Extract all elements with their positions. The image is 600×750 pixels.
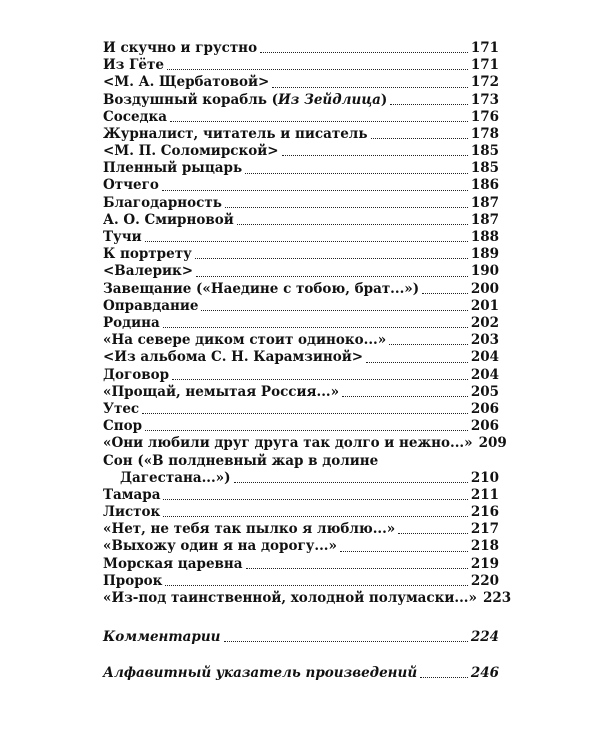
entry-title: Спор [103, 418, 143, 435]
dot-leader [162, 189, 468, 191]
toc-entry[interactable] [103, 573, 499, 590]
toc-entry[interactable] [103, 384, 499, 401]
index-section [103, 664, 499, 682]
entry-page: 185 [470, 143, 499, 160]
entry-title: «На севере диком стоит одиноко...» [103, 332, 387, 349]
entry-title: Оправдание [103, 297, 199, 314]
toc-entry[interactable] [103, 229, 499, 246]
dot-leader [145, 429, 468, 431]
entry-page: 204 [470, 366, 499, 383]
toc-entry[interactable] [103, 556, 499, 573]
entry-title: Отчего [103, 177, 159, 194]
toc-entry[interactable] [103, 487, 499, 504]
entry-page: 203 [470, 332, 499, 349]
entry-page: 202 [470, 314, 499, 331]
entry-page: 185 [470, 160, 499, 177]
dot-leader [163, 326, 468, 328]
entry-title: «Нет, не тебя так пылко я люблю...» [103, 521, 396, 538]
dot-leader [195, 257, 468, 259]
entry-page: 200 [470, 280, 499, 297]
entry-title: «Они любили друг друга так долго и нежно...» [103, 435, 473, 452]
entry-page: 204 [470, 349, 499, 366]
toc-entry[interactable] [103, 212, 499, 229]
dot-leader [390, 103, 468, 105]
dot-leader [245, 172, 468, 174]
dot-leader [167, 68, 468, 70]
toc-entry[interactable] [103, 263, 499, 280]
entry-title [103, 92, 387, 109]
entry-title: «Выхожу один я на дорогу...» [103, 538, 337, 555]
dot-leader [422, 292, 468, 294]
commentary-section [103, 628, 499, 646]
dot-leader [237, 223, 468, 225]
entry-title: Журналист, читатель и писатель [103, 125, 368, 142]
toc-entry[interactable] [103, 332, 499, 349]
entry-page: 219 [470, 555, 499, 572]
toc-entry[interactable] [103, 315, 499, 332]
entry-title: А. О. Смирновой [103, 211, 234, 228]
entry-title-line2: Дагестана...») [120, 469, 231, 486]
toc-entry[interactable] [103, 160, 499, 177]
entry-page: 172 [470, 74, 499, 91]
entry-page: 216 [470, 504, 499, 521]
entry-page: 206 [470, 418, 499, 435]
entry-title: Завещание («Наедине с тобою, брат...») [103, 280, 420, 297]
entry-title-part: Воздушный корабль ( [103, 91, 279, 108]
toc-entry[interactable] [103, 143, 499, 160]
dot-leader [234, 481, 468, 483]
commentary-title: Комментарии [103, 629, 221, 645]
dot-leader [142, 412, 468, 414]
entry-page: 206 [470, 400, 499, 417]
toc-entry[interactable] [103, 453, 499, 487]
entry-page: 217 [470, 521, 499, 538]
entry-title: Соседка [103, 108, 168, 125]
dot-leader [398, 532, 468, 534]
entry-title-line1: Сон («В полдневный жар в долине [103, 452, 379, 469]
entry-title: Морская царевна [103, 555, 243, 572]
entry-title: <Из альбома С. Н. Карамзиной> [103, 349, 364, 366]
entry-page: 176 [470, 108, 499, 125]
entry-title: «Прощай, немытая Россия...» [103, 383, 340, 400]
entry-page: 209 [478, 435, 507, 452]
toc-entry[interactable] [103, 401, 499, 418]
toc-entry[interactable] [103, 57, 499, 74]
dot-leader [163, 515, 468, 517]
entry-title: «Из-под таинственной, холодной полумаски...» [103, 589, 477, 606]
dot-leader [172, 378, 468, 380]
entry-title-line2-row [103, 470, 499, 487]
entry-page: 220 [470, 572, 499, 589]
toc-entry[interactable] [103, 281, 499, 298]
entry-title: К портрету [103, 246, 192, 263]
dot-leader [340, 550, 468, 552]
entry-page: 188 [470, 229, 499, 246]
toc-entry[interactable] [103, 367, 499, 384]
entry-page: 210 [470, 469, 499, 486]
entry-page: 171 [470, 39, 499, 56]
entry-title: И скучно и грустно [103, 39, 258, 56]
entry-page: 211 [470, 486, 499, 503]
entry-title: Пленный рыцарь [103, 160, 243, 177]
toc-entry[interactable] [103, 504, 499, 521]
index-page: 246 [470, 665, 499, 681]
dot-leader [246, 567, 468, 569]
toc-entry[interactable] [103, 74, 499, 91]
table-of-contents [103, 39, 512, 607]
entry-page: 218 [470, 538, 499, 555]
dot-leader [224, 640, 468, 642]
entry-page: 201 [470, 297, 499, 314]
entry-title: Благодарность [103, 194, 222, 211]
dot-leader [163, 498, 467, 500]
toc-entry[interactable] [103, 40, 499, 57]
dot-leader [201, 309, 467, 311]
index-entry[interactable] [103, 664, 499, 682]
entry-page: 173 [470, 91, 499, 108]
dot-leader [366, 361, 468, 363]
toc-entry[interactable] [103, 435, 507, 452]
dot-leader [371, 137, 468, 139]
entry-title: Тамара [103, 486, 161, 503]
entry-page: 205 [470, 383, 499, 400]
dot-leader [342, 395, 468, 397]
entry-title: <М. А. Щербатовой> [103, 74, 270, 91]
entry-title: Тучи [103, 229, 142, 246]
toc-entry[interactable] [103, 298, 499, 315]
entry-page: 186 [470, 177, 499, 194]
entry-title: Из Гёте [103, 57, 164, 74]
toc-entry[interactable] [103, 126, 499, 143]
dot-leader [170, 120, 468, 122]
dot-leader [196, 275, 468, 277]
toc-entry[interactable] [103, 521, 499, 538]
toc-entry[interactable] [103, 109, 499, 126]
toc-entry[interactable] [103, 418, 499, 435]
dot-leader [420, 676, 468, 678]
entry-title: Пророк [103, 572, 163, 589]
dot-leader [282, 154, 468, 156]
toc-entry[interactable] [103, 178, 499, 195]
dot-leader [260, 51, 468, 53]
entry-page: 187 [470, 211, 499, 228]
entry-title: Листок [103, 504, 161, 521]
commentary-page: 224 [470, 629, 499, 645]
dot-leader [145, 240, 468, 242]
entry-title: <Валерик> [103, 263, 194, 280]
toc-entry[interactable] [103, 246, 499, 263]
toc-entry[interactable] [103, 92, 499, 109]
entry-page: 223 [482, 589, 512, 606]
entry-page: 178 [470, 125, 499, 142]
dot-leader [272, 86, 467, 88]
index-title: Алфавитный указатель произведений [103, 665, 418, 681]
entry-page: 189 [470, 246, 499, 263]
toc-entry[interactable] [103, 349, 499, 366]
toc-entry[interactable] [103, 538, 499, 555]
toc-entry[interactable] [103, 589, 512, 607]
dot-leader [225, 206, 468, 208]
commentary-entry[interactable] [103, 628, 499, 646]
entry-page: 187 [470, 194, 499, 211]
toc-entry[interactable] [103, 195, 499, 212]
dot-leader [165, 584, 467, 586]
entry-title-part: ) [380, 91, 388, 108]
entry-title: <М. П. Соломирской> [103, 143, 279, 160]
entry-title: Утес [103, 400, 140, 417]
entry-title: Договор [103, 366, 170, 383]
entry-page: 190 [470, 263, 499, 280]
dot-leader [389, 343, 468, 345]
entry-page: 171 [470, 57, 499, 74]
entry-title: Родина [103, 314, 160, 331]
entry-title-italic: Из Зейдлица [278, 91, 381, 108]
